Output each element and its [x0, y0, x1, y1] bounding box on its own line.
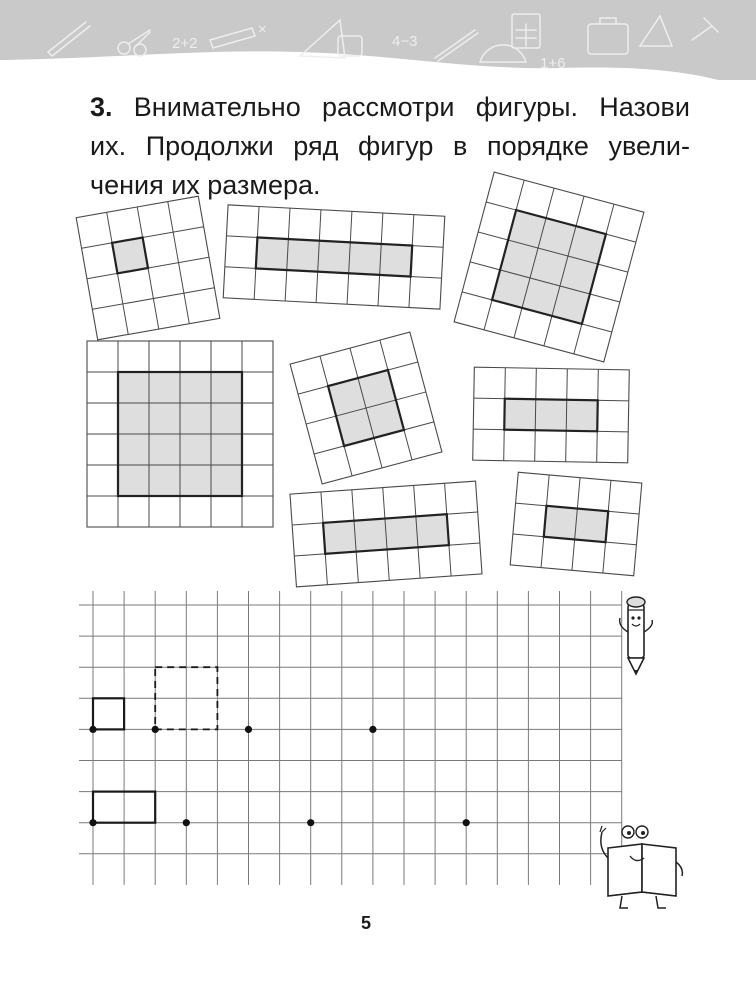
doodle-text: 4−3 [392, 33, 418, 50]
start-dot [245, 726, 252, 733]
book-mascot-icon [600, 826, 682, 908]
start-dot [307, 819, 314, 826]
doodle-text: × [258, 21, 267, 38]
start-dot [463, 819, 470, 826]
start-dot [369, 726, 376, 733]
pencil-mascot-icon [620, 597, 653, 674]
doodle-text: 1+6 [540, 55, 566, 72]
doodle-text: 2+2 [172, 35, 198, 52]
start-dot [89, 726, 96, 733]
practice-grid [79, 591, 622, 885]
sample-square-1x1 [93, 698, 124, 729]
task-line: их. Продолжи ряд фигур в порядке увели- [90, 131, 690, 161]
task-line: чения их размера. [90, 170, 321, 200]
start-dot [89, 819, 96, 826]
start-dot [152, 726, 159, 733]
task-number: 3. [90, 92, 113, 122]
page-number: 5 [360, 913, 371, 933]
start-dot [183, 819, 190, 826]
task-line-text: Внимательно рассмотри фигуры. Назови [133, 92, 690, 122]
